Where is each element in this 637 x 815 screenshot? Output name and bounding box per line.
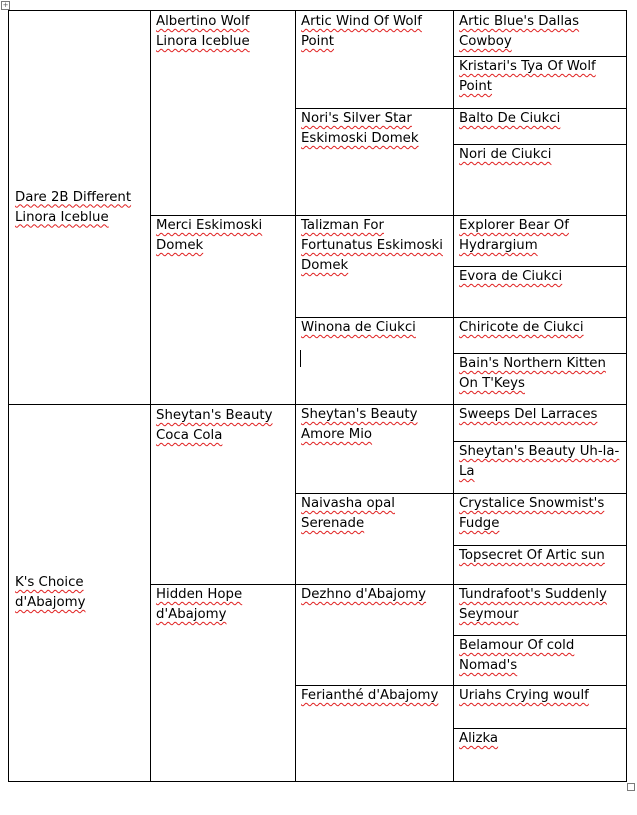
cell-text: Belamour Of cold Nomad's <box>459 638 575 673</box>
table-cell[interactable] <box>295 685 454 782</box>
table-cell[interactable] <box>453 685 627 729</box>
cell-text: Talizman For Fortunatus Eskimoski Domek <box>301 218 443 273</box>
table-cell[interactable] <box>453 10 627 57</box>
table-cell[interactable] <box>150 10 296 216</box>
table-cell[interactable] <box>8 10 151 405</box>
table-cell[interactable] <box>453 728 627 782</box>
table-resize-handle-icon[interactable] <box>627 783 635 791</box>
cell-text: Crystalice Snowmist's Fudge <box>459 496 605 531</box>
cell-text: Topsecret Of Artic sun <box>459 548 605 563</box>
cell-text: Balto De Ciukci <box>459 111 561 126</box>
cell-text: Nori de Ciukci <box>459 147 552 162</box>
table-move-handle-icon[interactable]: + <box>2 1 9 9</box>
cell-text: Nori's Silver Star Eskimoski Domek <box>301 111 419 146</box>
cell-text: Kristari's Tya Of Wolf Point <box>459 59 596 94</box>
table-cell[interactable] <box>453 545 627 585</box>
cell-text: Feriantһé d'Abajomy <box>301 688 439 703</box>
table-cell[interactable] <box>453 493 627 546</box>
cell-text: Sweeps Del Larraces <box>459 407 598 422</box>
cell-text: Sheytan's Beauty Amore Mio <box>301 407 418 442</box>
table-cell[interactable] <box>295 404 454 494</box>
table-cell[interactable] <box>295 108 454 216</box>
table-cell[interactable] <box>453 404 627 442</box>
table-cell[interactable] <box>453 108 627 145</box>
table-cell[interactable] <box>295 317 454 405</box>
table-cell[interactable] <box>453 317 627 354</box>
table-cell[interactable] <box>453 584 627 636</box>
cell-text: Albertino Wolf Linora Iceblue <box>156 14 250 49</box>
cell-text: Artic Blue's Dallas Cowboy <box>459 14 580 49</box>
cell-text: Hidden Hope d'Abajomy <box>156 587 243 622</box>
cell-text: Dezhno d'Abajomy <box>301 587 427 602</box>
cell-text: Merci Eskimoski Domek <box>156 218 263 253</box>
text-cursor <box>300 350 301 367</box>
cell-text: Naivasha opal Serenade <box>301 496 395 531</box>
table-cell[interactable] <box>453 144 627 216</box>
table-cell[interactable] <box>295 10 454 109</box>
cell-text: Tundrafoot's Suddenly Seymour <box>459 587 607 622</box>
table-cell[interactable] <box>453 215 627 267</box>
table-cell[interactable] <box>453 635 627 686</box>
cell-text: Bain's Northern Kitten On T'Keys <box>459 356 606 391</box>
table-cell[interactable] <box>295 215 454 318</box>
cell-text: Chiricote de Ciukci <box>459 320 584 335</box>
table-cell[interactable] <box>8 404 151 782</box>
table-cell[interactable] <box>150 215 296 405</box>
cell-text: Explorer Bear Of Hydrargium <box>459 218 569 253</box>
table-cell[interactable] <box>453 441 627 494</box>
cell-text: Winona de Ciukci <box>301 320 416 335</box>
cell-text: Alizka <box>459 731 499 746</box>
table-cell[interactable] <box>453 56 627 109</box>
cell-text: Artic Wind Of Wolf Point <box>301 14 422 49</box>
table-cell[interactable] <box>150 404 296 585</box>
cell-text: Sheytan's Beauty Coca Cola <box>156 408 273 443</box>
table-cell[interactable] <box>295 584 454 686</box>
cell-text: Sheytan's Beauty Uh-la-La <box>459 444 620 479</box>
cell-text: Uriahs Crying woulf <box>459 688 589 703</box>
table-cell[interactable] <box>453 266 627 318</box>
table-cell[interactable] <box>295 493 454 585</box>
cell-text: K's Choice d'Abajomy <box>15 575 86 610</box>
cell-text: Evora de Ciukci <box>459 269 563 284</box>
table-cell[interactable] <box>150 584 296 782</box>
table-cell[interactable] <box>453 353 627 405</box>
cell-text: Dare 2B Different Linora Iceblue <box>15 189 132 225</box>
